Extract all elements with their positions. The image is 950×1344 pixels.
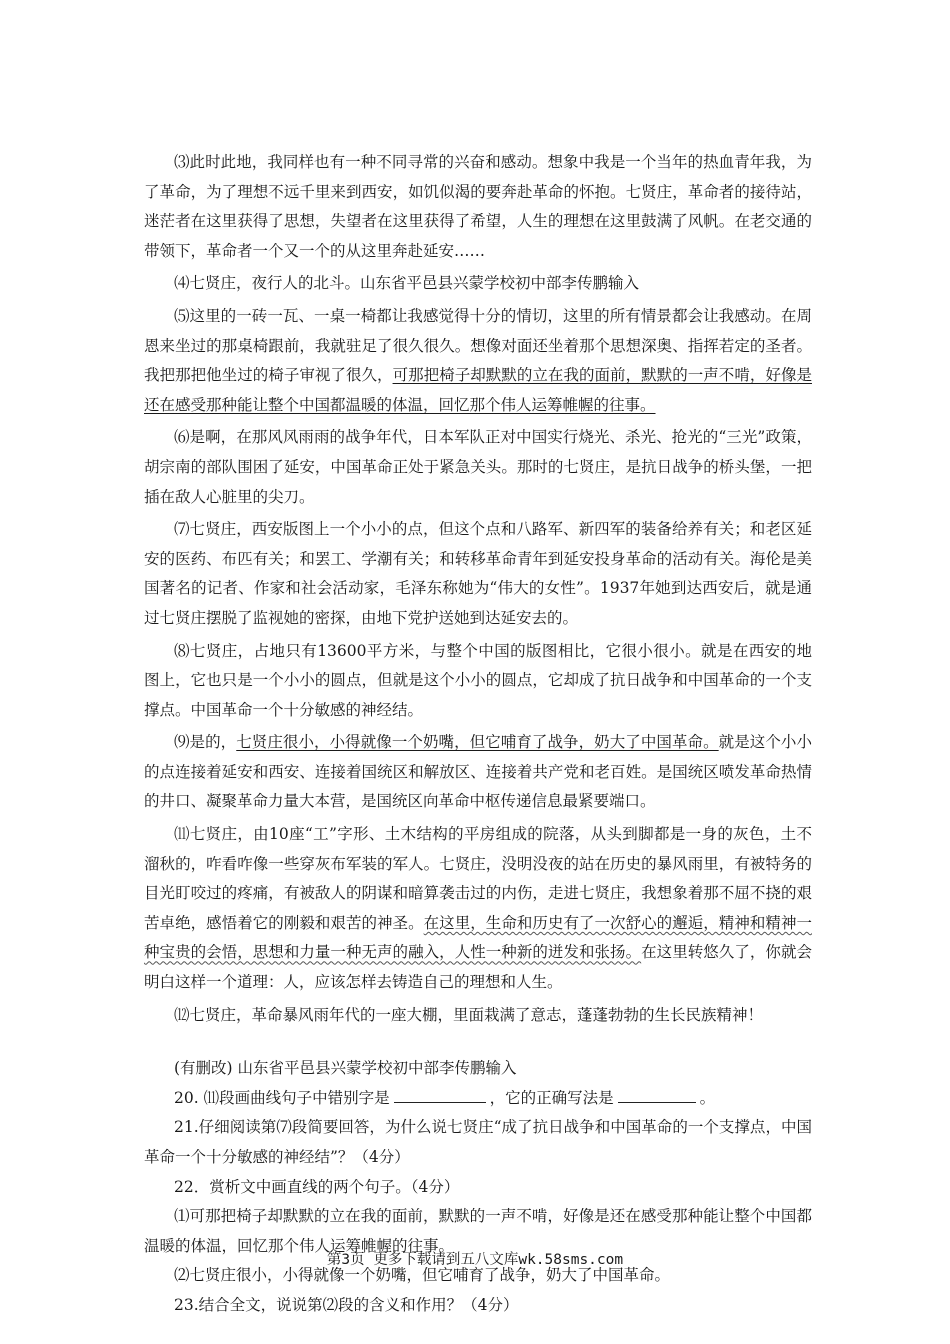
paragraph-11-rest: 在这里转悠久了，你就会明白这样一个道理：人，应该怎样去铸造自己的理想和人生。: [144, 943, 812, 992]
paragraph-9-rest: 就是这个小小的点连接着延安和西安、连接着国统区和解放区、连接着共产党和老百姓。是国统区喷发革命热情的井口、凝聚革命力量大本营，是国统区向革命中枢传递信息最紧要端口。: [144, 733, 812, 811]
paragraph-9: [144, 728, 812, 817]
question-21: 21.仔细阅读第⑺段简要回答，为什么说七贤庄“成了抗日战争和中国革命的一个支撑点，中国革命一个十分敏感的神经结”？（4分）: [144, 1118, 812, 1166]
paragraph-5-text: ⑸这里的一砖一瓦、一桌一椅都让我感觉得十分的情切，这里的所有情景都会让我感动。在周恩来坐过的那桌椅跟前，我就驻足了很久很久。想像对面还坐着那个思想深奥、指挥若定的圣者。我把那把他坐过的椅子审视了很久，: [144, 306, 812, 385]
paragraph-6: ⑹是啊，在那风风雨雨的战争年代，日本军队正对中国实行烧光、杀光、抢光的“三光”政策，胡宗南的部队围困了延安，中国革命正处于紧急关头。那时的七贤庄，是抗日战争的桥头堡，一把插在敌人心脏里的尖刀。: [144, 428, 812, 506]
paragraph-12: ⑿七贤庄，革命暴风雨年代的一座大棚，里面栽满了意志，蓬蓬勃勃的生长民族精神！: [174, 1005, 764, 1024]
question-20-mid: ，它的正确写法是: [489, 1088, 614, 1107]
question-20-text: 20. ⑾段画曲线句子中错别字是: [174, 1088, 390, 1107]
underlined-sentence-2: 七贤庄很小，小得就像一个奶嘴，但它哺育了战争，奶大了中国革命。: [236, 733, 719, 752]
answer-blank-wrong-char[interactable]: [394, 1088, 486, 1103]
wavy-underlined-sentence: 在这里，生命和历史有了一次舒心的邂逅，精神和精神一种宝贵的会悟，思想和力量一种无声的融入，人性一种新的迸发和张扬。: [144, 913, 812, 962]
paragraph-4: ⑷七贤庄，夜行人的北斗。山东省平邑县兴蒙学校初中部李传鹏输入: [174, 274, 640, 293]
question-22: 22．赏析文中画直线的两个句子。（4分）: [174, 1177, 460, 1196]
page-footer: 第3页 更多下载请到五八文库wk.58sms.com: [326, 1252, 624, 1268]
paragraph-7: ⑺七贤庄，西安版图上一个小小的点，但这个点和八路军、新四军的装备给养有关；和老区延安的医药、布匹有关；和罢工、学潮有关；和转移革命青年到延安投身革命的活动有关。海伦是美国著名的记者、作家和社会活动家，毛泽东称她为“伟大的女性”。1937年她到达西安后，就是通过七贤庄摆脱了监视她的密探，由地下党护送她到达延安去的。: [144, 520, 812, 627]
question-20-end: 。: [699, 1088, 716, 1107]
paragraph-11: [144, 820, 812, 998]
question-22-item-2: ⑵七贤庄很小，小得就像一个奶嘴，但它哺育了战争，奶大了中国革命。: [174, 1266, 671, 1285]
answer-blank-correct-char[interactable]: [618, 1088, 696, 1103]
paragraph-11-text: ⑾七贤庄，由10座“工”字形、土木结构的平房组成的院落，从头到脚都是一身的灰色，土不溜秋的，咋看咋像一些穿灰布军装的军人。七贤庄，没明没夜的站在历史的暴风雨里，有被特务的目光盯咬过的疼痛，有被敌人的阴谋和暗算袭击过的内伤，走进七贤庄，我想象着那不屈不挠的艰苦卓绝，感悟着它的刚毅和艰苦的神圣。: [144, 825, 812, 932]
article-body: [144, 148, 812, 1321]
question-20: [144, 1084, 812, 1114]
source-note: (有删改) 山东省平邑县兴蒙学校初中部李传鹏输入: [174, 1059, 517, 1078]
section-spacer: [144, 1030, 812, 1054]
paragraph-5: [144, 302, 812, 420]
question-23: 23.结合全文，说说第⑵段的含义和作用？（4分）: [174, 1295, 519, 1314]
paragraph-3: ⑶此时此地，我同样也有一种不同寻常的兴奋和感动。想象中我是一个当年的热血青年我，为了革命，为了理想不远千里来到西安，如饥似渴的要奔赴革命的怀抱。七贤庄，革命者的接待站，迷茫者在这里获得了思想，失望者在这里获得了希望，人生的理想在这里鼓满了风帆。在老交通的带领下，革命者一个又一个的从这里奔赴延安……: [144, 153, 812, 260]
paragraph-9-lead: ⑼是的，: [174, 733, 237, 752]
underlined-sentence-1: 可那把椅子却默默的立在我的面前，默默的一声不啃，好像是还在感受那种能让整个中国都温暖的体温，回忆那个伟人运筹帷幄的往事。: [144, 366, 812, 414]
question-22-item-1: ⑴可那把椅子却默默的立在我的面前，默默的一声不啃，好像是还在感受那种能让整个中国都温暖的体温，回忆那个伟人运筹帷幄的往事。: [144, 1207, 812, 1255]
paragraph-8: ⑻七贤庄，占地只有13600平方米，与整个中国的版图相比，它很小很小。就是在西安的地图上，它也只是一个小小的圆点，但就是这个小小的圆点，它却成了抗日战争和中国革命的一个支撑点。中国革命一个十分敏感的神经结。: [144, 641, 812, 719]
